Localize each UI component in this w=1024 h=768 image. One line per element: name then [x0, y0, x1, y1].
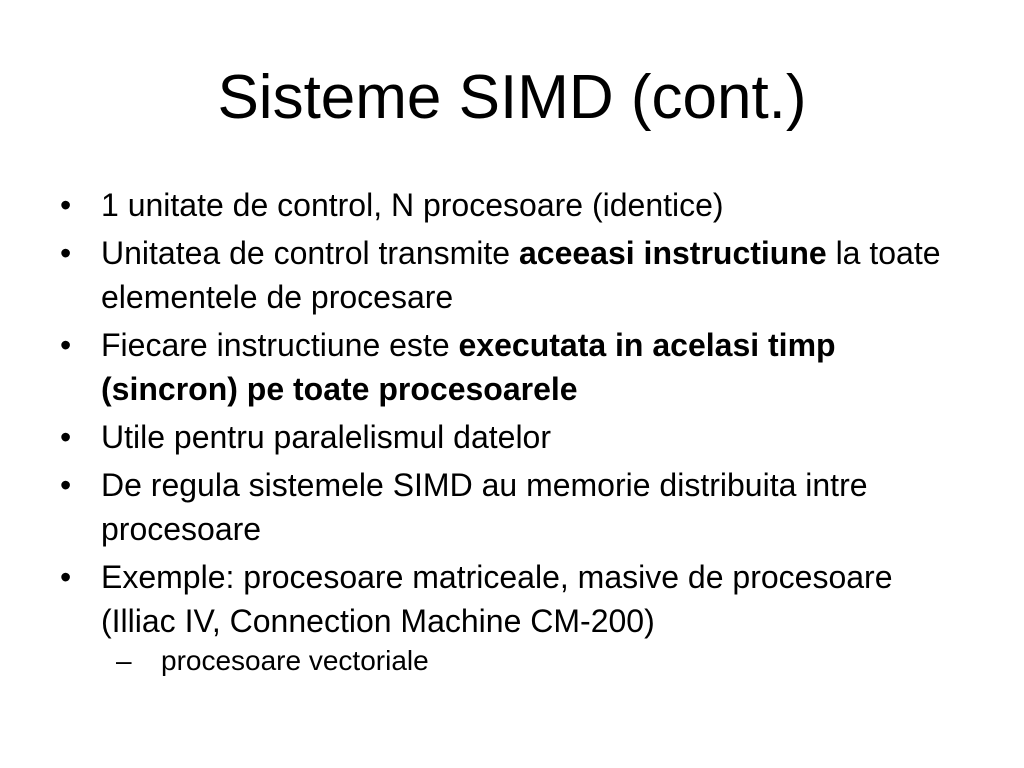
bullet-item — [60, 463, 960, 551]
bullet-text: Exemple: procesoare matriceale, masive de procesoare (Illiac IV, Connection Machine CM-200) — [101, 559, 893, 639]
bullet-marker: • — [60, 559, 72, 595]
bullet-text: De regula sistemele SIMD au memorie distribuita intre procesoare — [101, 467, 868, 547]
bullet-marker: • — [60, 467, 72, 503]
bullet-text: Fiecare instructiune este — [101, 327, 459, 363]
sub-bullet-list — [101, 643, 960, 679]
bullet-marker: • — [60, 235, 72, 271]
slide-title: Sisteme SIMD (cont.) — [217, 63, 807, 132]
bullet-text: Utile pentru paralelismul datelor — [101, 419, 551, 455]
bullet-text: la toate elementele de procesare — [101, 235, 941, 315]
bullet-item — [60, 415, 960, 459]
sub-bullet-text: procesoare vectoriale — [161, 645, 429, 676]
bullet-text: Unitatea de control transmite — [101, 235, 519, 271]
sub-bullet-item — [116, 643, 960, 679]
sub-bullet-marker: – — [116, 645, 132, 676]
bullet-marker: • — [60, 419, 72, 455]
bullet-item — [60, 183, 960, 227]
bullet-item — [60, 555, 960, 679]
bullet-text: 1 unitate de control, N procesoare (identice) — [101, 187, 724, 223]
bullet-item — [60, 323, 960, 411]
bullet-text-bold: executata in acelasi timp (sincron) pe toate procesoarele — [101, 327, 836, 407]
bullet-marker: • — [60, 187, 72, 223]
bullet-list — [60, 183, 960, 683]
bullet-marker: • — [60, 327, 72, 363]
bullet-item — [60, 231, 960, 319]
bullet-text-bold: aceeasi instructiune — [518, 235, 827, 271]
